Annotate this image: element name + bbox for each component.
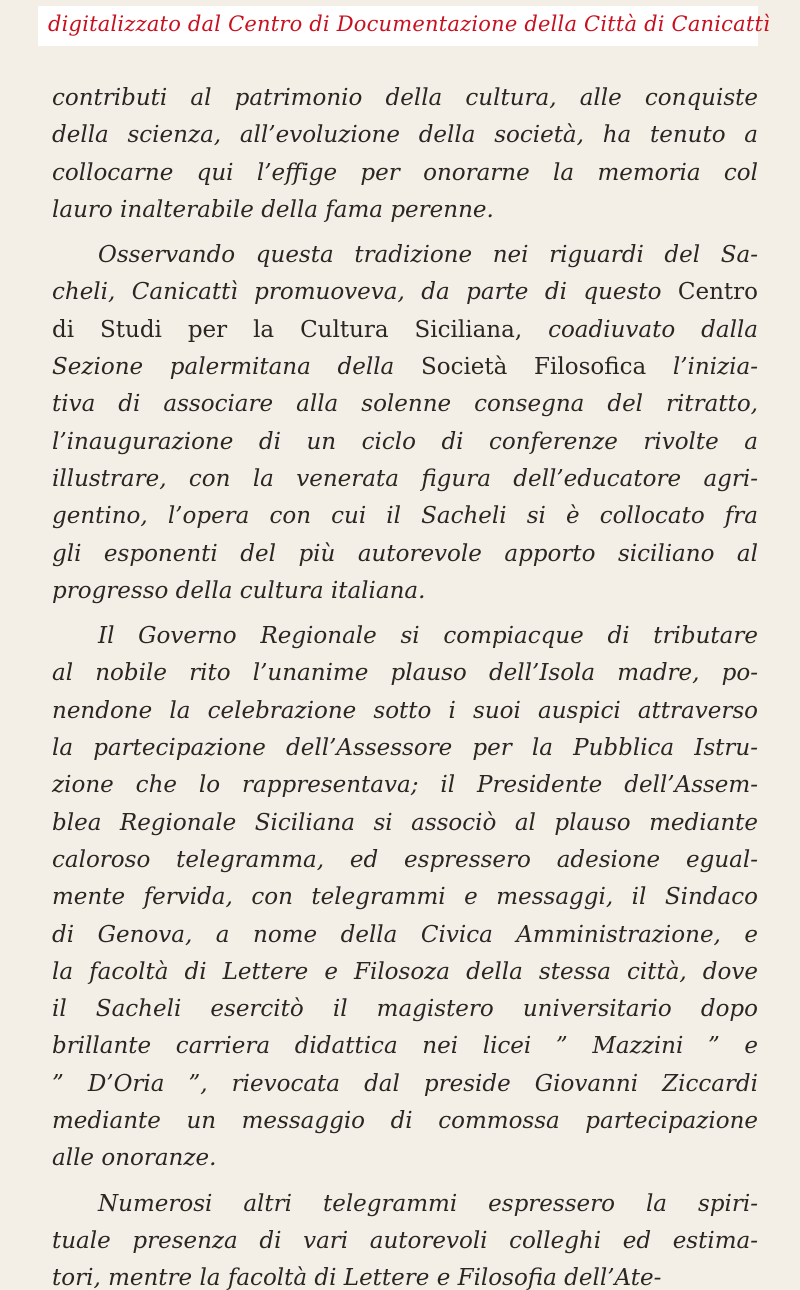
text-line (52, 274, 758, 311)
italic-text: mediante un messaggio di commossa partecipazione (52, 1108, 758, 1135)
italic-text: coadiuvato dalla (548, 316, 758, 343)
text-line (52, 842, 758, 879)
text-line (52, 461, 758, 498)
text-line (52, 386, 758, 423)
text-line (52, 1260, 758, 1290)
paragraph-gap (52, 610, 758, 618)
text-line (52, 80, 758, 117)
digitization-banner-text: digitalizzato dal Centro di Documentazione della Città di Canicattì (48, 12, 771, 36)
text-line (52, 730, 758, 767)
text-line (52, 237, 758, 274)
roman-text: Società Filosofica (420, 354, 673, 381)
text-line (52, 536, 758, 573)
text-line (52, 917, 758, 954)
text-line (52, 1103, 758, 1140)
text-line (52, 618, 758, 655)
text-line (52, 991, 758, 1028)
text-line (52, 693, 758, 730)
italic-text: tuale presenza di vari autorevoli colleghi ed estima- (52, 1227, 758, 1254)
text-line (52, 1140, 758, 1177)
text-line (52, 349, 758, 386)
italic-text: Sezione palermitana della (52, 354, 421, 381)
italic-text: nendone la celebrazione sotto i suoi auspici attraverso (52, 697, 758, 724)
italic-text: lauro inalterabile della fama perenne. (52, 196, 494, 223)
italic-text: cheli, Canicattì promuoveva, da parte di questo (52, 279, 678, 306)
italic-text: al nobile rito l’unanime plauso dell’Isola madre, po- (52, 660, 758, 687)
text-line (52, 1028, 758, 1065)
text-line (52, 155, 758, 192)
italic-text: mente fervida, con telegrammi e messaggi, il Sindaco (52, 884, 758, 911)
italic-text: caloroso telegramma, ed espressero adesione egual- (52, 846, 758, 873)
italic-text: Il Governo Regionale si compiacque di tributare (98, 623, 758, 650)
body-text (52, 80, 758, 1290)
italic-text: gentino, l’opera con cui il Sacheli si è collocato fra (52, 503, 758, 530)
italic-text: progresso della cultura italiana. (52, 577, 426, 604)
text-line (52, 655, 758, 692)
italic-text: blea Regionale Siciliana si associò al plauso mediante (52, 809, 758, 836)
italic-text: collocarne qui l’effige per onorarne la memoria col (52, 159, 758, 186)
text-line (52, 1066, 758, 1103)
paragraph-gap (52, 229, 758, 237)
paragraph-gap (52, 1178, 758, 1186)
text-line (52, 954, 758, 991)
text-line (52, 1223, 758, 1260)
text-line (52, 117, 758, 154)
italic-text: brillante carriera didattica nei licei ” Mazzini ” e (52, 1033, 758, 1060)
text-line (52, 805, 758, 842)
italic-text: alle onoranze. (52, 1145, 217, 1172)
italic-text: l’inizia- (672, 354, 758, 381)
text-line (52, 312, 758, 349)
text-line (52, 879, 758, 916)
italic-text: contributi al patrimonio della cultura, alle conquiste (52, 85, 758, 111)
italic-text: ” D’Oria ”, rievocata dal preside Giovanni Ziccardi (52, 1070, 758, 1097)
italic-text: l’inaugurazione di un ciclo di conferenze rivolte a (52, 428, 758, 455)
italic-text: Osservando questa tradizione nei riguardi del Sa- (98, 242, 758, 269)
roman-text: di Studi per la Cultura Siciliana, (52, 316, 549, 343)
text-line (52, 767, 758, 804)
italic-text: illustrare, con la venerata figura dell’educatore agri- (52, 465, 758, 492)
italic-text: della scienza, all’evoluzione della società, ha tenuto a (52, 122, 758, 149)
italic-text: zione che lo rappresentava; il Presidente dell’Assem- (52, 772, 758, 799)
italic-text: la facoltà di Lettere e Filosoza della stessa città, dove (52, 958, 758, 985)
roman-text: Centro (677, 279, 758, 306)
italic-text: di Genova, a nome della Civica Amministrazione, e (52, 921, 758, 948)
italic-text: tiva di associare alla solenne consegna del ritratto, (52, 391, 758, 418)
italic-text: gli esponenti del più autorevole apporto siciliano al (52, 540, 758, 567)
text-line (52, 192, 758, 229)
italic-text: la partecipazione dell’Assessore per la Pubblica Istru- (52, 735, 758, 762)
italic-text: Numerosi altri telegrammi espressero la spiri- (98, 1190, 758, 1217)
text-line (52, 1186, 758, 1223)
italic-text: il Sacheli esercitò il magistero universitario dopo (52, 996, 758, 1023)
text-line (52, 424, 758, 461)
italic-text: tori, mentre la facoltà di Lettere e Filosofia dell’Ate- (52, 1265, 662, 1290)
text-line (52, 498, 758, 535)
text-line (52, 573, 758, 610)
